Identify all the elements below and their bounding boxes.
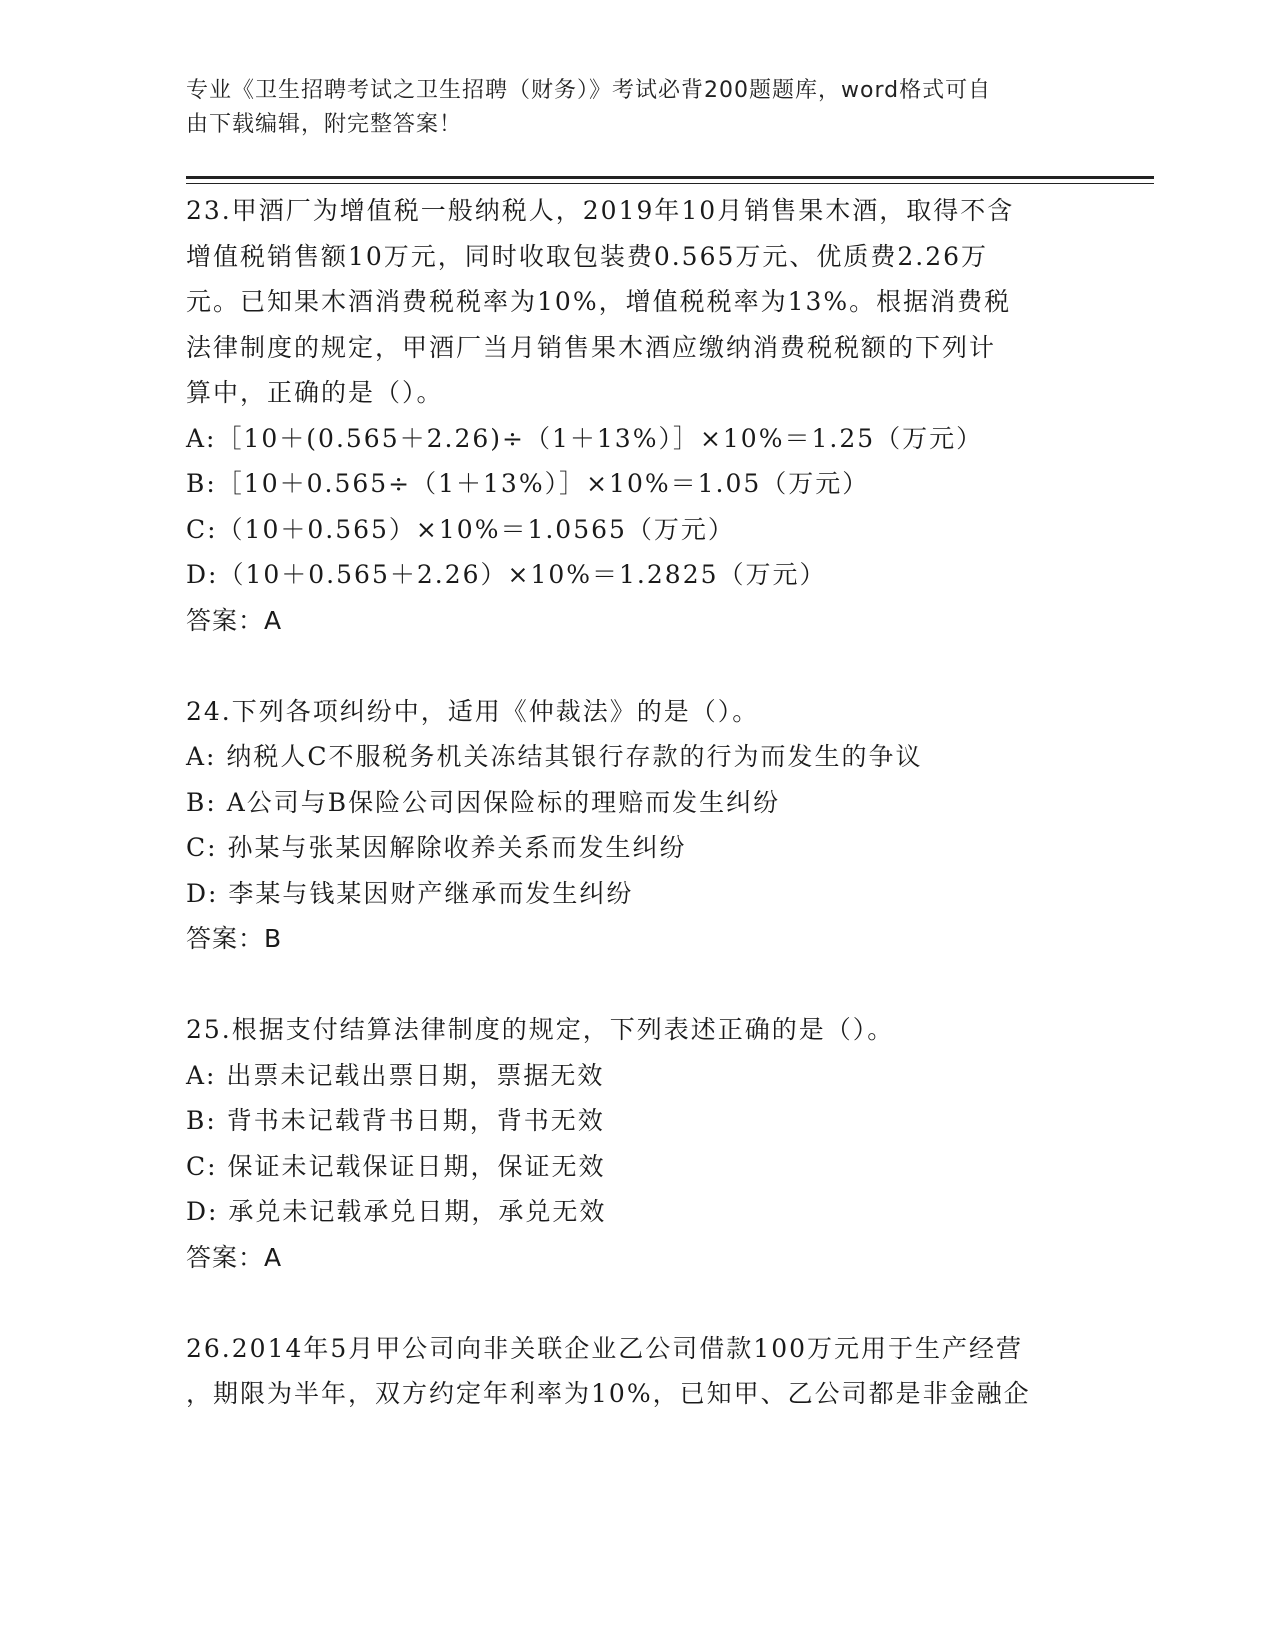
option-d: D: 承兑未记载承兑日期，承兑无效 bbox=[186, 1197, 607, 1226]
answer-line: 答案：A bbox=[186, 605, 283, 635]
option-d: D: 李某与钱某因财产继承而发生纠纷 bbox=[186, 878, 634, 908]
question-stem-line: 元。已知果木酒消费税税率为10%，增值税税率为13%。根据消费税 bbox=[186, 287, 1012, 316]
option-c: C: 孙某与张某因解除收养关系而发生纠纷 bbox=[186, 833, 687, 862]
answer-line: 答案：B bbox=[186, 924, 283, 953]
header-line: 专业《卫生招聘考试之卫生招聘（财务）》考试必背200题题库，word格式可自 bbox=[186, 78, 992, 103]
answer-line: 答案：A bbox=[186, 1242, 283, 1272]
option-a: A: 纳税人C不服税务机关冻结其银行存款的行为而发生的争议 bbox=[186, 742, 923, 771]
option-b: B:［10＋0.565÷（1＋13%）］×10%＝1.05（万元） bbox=[186, 469, 870, 498]
header-divider-thin bbox=[186, 183, 1154, 184]
question-spacer bbox=[186, 962, 1086, 1008]
option-d: D:（10＋0.565＋2.26）×10%＝1.2825（万元） bbox=[186, 560, 827, 589]
question-25 bbox=[186, 1007, 1086, 1280]
option-c: C:（10＋0.565）×10%＝1.0565（万元） bbox=[186, 514, 735, 544]
question-spacer bbox=[186, 1280, 1086, 1326]
option-c: C: 保证未记载保证日期，保证无效 bbox=[186, 1151, 606, 1181]
option-b: B: A公司与B保险公司因保险标的理赔而发生纠纷 bbox=[186, 787, 781, 817]
document-header bbox=[186, 74, 1066, 142]
question-23 bbox=[186, 188, 1086, 643]
question-stem-line: 法律制度的规定，甲酒厂当月销售果木酒应缴纳消费税税额的下列计 bbox=[186, 332, 997, 362]
option-b: B: 背书未记载背书日期，背书无效 bbox=[186, 1106, 605, 1135]
header-line: 由下载编辑，附完整答案！ bbox=[186, 112, 463, 137]
header-divider-thick bbox=[186, 176, 1154, 179]
question-stem-line: 26.2014年5月甲公司向非关联企业乙公司借款100万元用于生产经营 bbox=[186, 1333, 1024, 1363]
question-stem-line: 增值税销售额10万元，同时收取包装费0.565万元、优质费2.26万 bbox=[186, 241, 989, 271]
question-24 bbox=[186, 689, 1086, 962]
question-spacer bbox=[186, 643, 1086, 689]
question-26 bbox=[186, 1326, 1086, 1417]
option-a: A: 出票未记载出票日期，票据无效 bbox=[186, 1060, 605, 1090]
question-stem-line: 24.下列各项纠纷中，适用《仲裁法》的是（）。 bbox=[186, 696, 760, 726]
question-list bbox=[186, 188, 1086, 1417]
question-stem-line: ，期限为半年，双方约定年利率为10%，已知甲、乙公司都是非金融企 bbox=[186, 1379, 1031, 1408]
question-stem-line: 25.根据支付结算法律制度的规定，下列表述正确的是（）。 bbox=[186, 1015, 895, 1044]
question-stem-line: 23.甲酒厂为增值税一般纳税人，2019年10月销售果木酒，取得不含 bbox=[186, 196, 1015, 225]
option-a: A:［10＋(0.565＋2.26)÷（1＋13%）］×10%＝1.25（万元） bbox=[186, 423, 984, 453]
question-stem-line: 算中，正确的是（）。 bbox=[186, 378, 444, 407]
